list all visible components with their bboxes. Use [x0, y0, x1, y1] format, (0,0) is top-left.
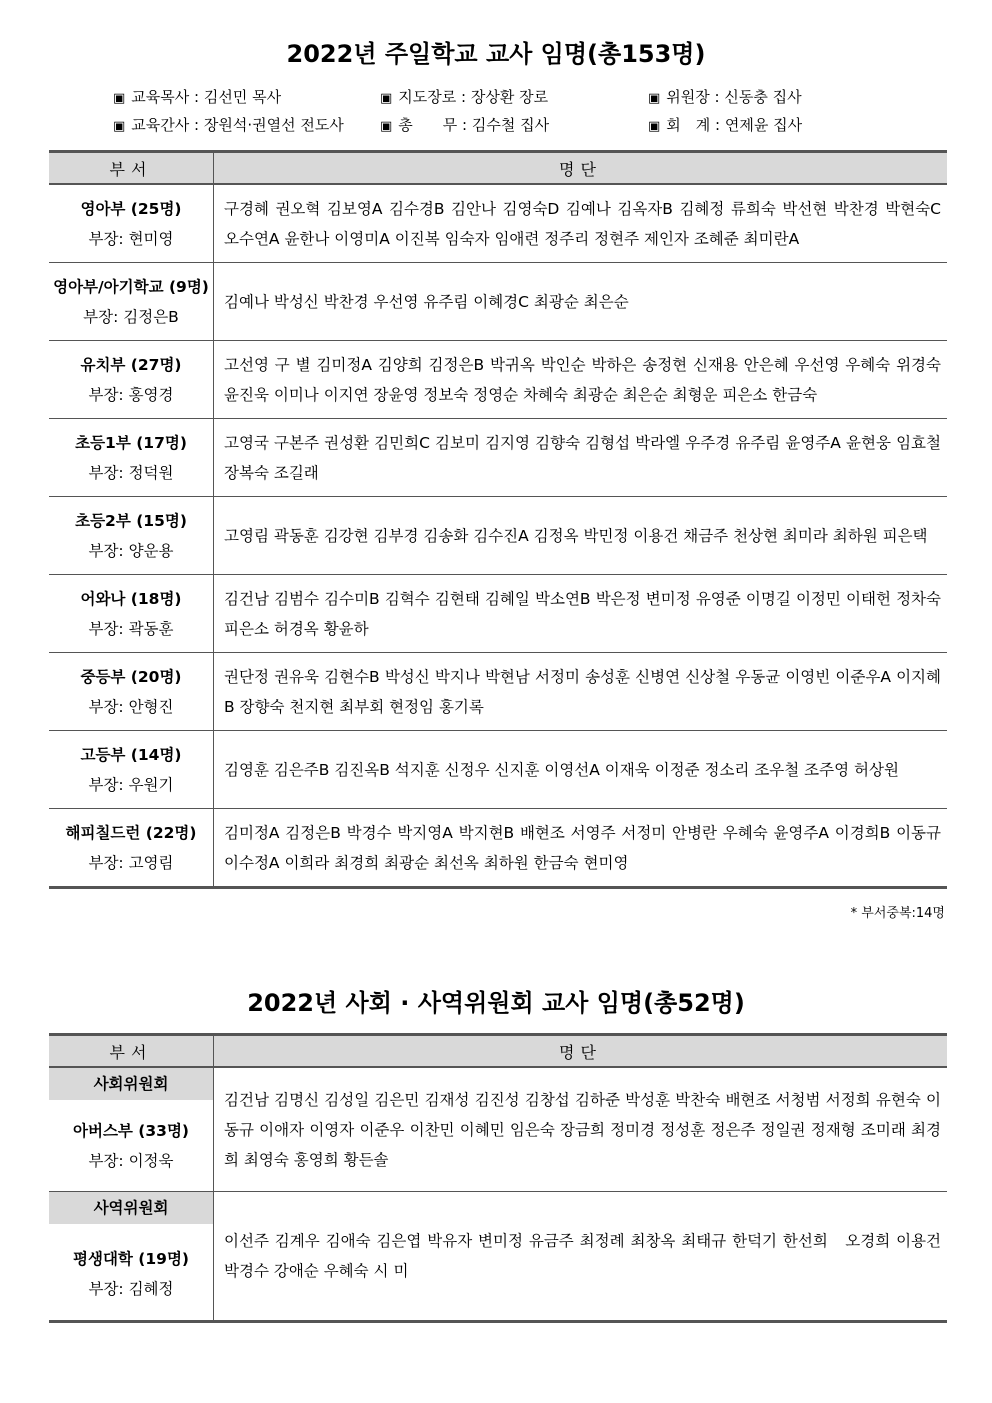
dept-head: 부장: 현미영: [88, 229, 174, 248]
square-bullet-icon: ▣: [648, 119, 661, 134]
name-list: 김건남 김명신 김성일 김은민 김재성 김진성 김창섭 김하준 박성훈 박찬숙 배현조 서청범 서정희 유현숙 이동규 이애자 이영자 이준우 이찬민 이혜민 임은숙 장금희 정미경 정성훈 정은주 정일권 정재형 조미래 최경희 최영숙 홍영희 황든솔: [214, 1067, 948, 1192]
staff-row: [113, 112, 873, 140]
page-title: 2022년 주일학교 교사 임명(총153명): [286, 40, 706, 68]
dept-name: 해피칠드런 (22명): [65, 823, 197, 842]
footnote: * 부서중복:14명: [850, 906, 945, 921]
staff-item: 회 계 : 연제윤 집사: [666, 116, 803, 134]
committee-label: 사역위원회: [49, 1192, 213, 1224]
dept-name: 영아부/아기학교 (9명): [53, 277, 209, 296]
table-row: [49, 731, 947, 809]
committee-table: [49, 1033, 947, 1323]
staff-info: [113, 84, 873, 140]
staff-item: 위원장 : 신동충 집사: [666, 88, 802, 106]
section-title: 2022년 사회 · 사역위원회 교사 임명(총52명): [247, 989, 745, 1017]
name-list: 김예나 박성신 박찬경 우선영 유주림 이혜경C 최광순 최은순: [214, 263, 948, 341]
dept-name: 영아부 (25명): [80, 199, 182, 218]
dept-name: 유치부 (27명): [80, 355, 182, 374]
dept-head: 부장: 정덕원: [88, 463, 174, 482]
dept-name: 중등부 (20명): [80, 667, 182, 686]
dept-head: 부장: 이정욱: [88, 1152, 174, 1170]
staff-item: 총 무 : 김수철 집사: [398, 116, 550, 134]
name-list: 고선영 구 별 김미정A 김양희 김정은B 박귀옥 박인순 박하은 송정현 신재용 안은혜 우선영 우혜숙 위경숙 윤진욱 이미나 이지연 장윤영 정보숙 정영순 차혜숙 최광순 최은순 최형운 피은소 한금숙: [214, 341, 948, 419]
table-row: [49, 653, 947, 731]
table-row: [49, 1067, 947, 1192]
table-row: [49, 263, 947, 341]
square-bullet-icon: ▣: [113, 91, 126, 106]
dept-head: 부장: 고영림: [88, 853, 174, 872]
dept-name: 초등2부 (15명): [75, 511, 187, 530]
dept-head: 부장: 우원기: [88, 775, 174, 794]
dept-name: 고등부 (14명): [80, 745, 182, 764]
name-list: 구경혜 권오혁 김보영A 김수경B 김안나 김영숙D 김예나 김옥자B 김혜정 류희숙 박선현 박찬경 박현숙C 오수연A 윤한나 이영미A 이진복 임숙자 임애련 정주리 정현주 제인자 조혜준 최미란A: [214, 184, 948, 263]
name-list: 김미정A 김정은B 박경수 박지영A 박지현B 배현조 서영주 서정미 안병란 우혜숙 윤영주A 이경희B 이동규 이수정A 이희라 최경희 최광순 최선옥 최하원 한금숙 현미영: [214, 809, 948, 888]
header-names: 명단: [214, 1035, 948, 1068]
name-list: 이선주 김계우 김애숙 김은엽 박유자 변미정 유금주 최정례 최창옥 최태규 한덕기 한선희 오경희 이용건 박경수 강애순 우혜숙 시 미: [214, 1192, 948, 1322]
square-bullet-icon: ▣: [380, 119, 393, 134]
staff-row: [113, 84, 873, 112]
table-row: [49, 575, 947, 653]
name-list: 김건남 김범수 김수미B 김혁수 김현태 김혜일 박소연B 박은정 변미정 유영준 이명길 이정민 이태헌 정차숙 피은소 허경옥 황윤하: [214, 575, 948, 653]
dept-head: 부장: 안형진: [88, 697, 174, 716]
table-row: [49, 809, 947, 888]
name-list: 고영국 구본주 권성환 김민희C 김보미 김지영 김향숙 김형섭 박라엘 우주경 유주림 윤영주A 윤현웅 임효철 장복숙 조길래: [214, 419, 948, 497]
table-row: [49, 419, 947, 497]
dept-head: 부장: 곽동훈: [88, 619, 174, 638]
header-names: 명단: [214, 152, 948, 185]
name-list: 김영훈 김은주B 김진옥B 석지훈 신정우 신지훈 이영선A 이재욱 이정준 정소리 조우철 조주영 허상원: [214, 731, 948, 809]
dept-head: 부장: 홍영경: [88, 385, 174, 404]
square-bullet-icon: ▣: [113, 119, 126, 134]
dept-head: 부장: 김혜정: [88, 1280, 174, 1298]
table-row: [49, 184, 947, 263]
staff-item: 교육간사 : 장원석·권열선 전도사: [131, 116, 344, 134]
table-row: [49, 1192, 947, 1322]
staff-item: 교육목사 : 김선민 목사: [131, 88, 282, 106]
name-list: 권단정 권유욱 김현수B 박성신 박지나 박현남 서정미 송성훈 신병연 신상철 우동균 이영빈 이준우A 이지혜B 장향숙 천지현 최부회 현정임 홍기록: [214, 653, 948, 731]
dept-name: 어와나 (18명): [80, 589, 182, 608]
dept-head: 부장: 김정은B: [83, 307, 179, 326]
name-list: 고영림 곽동훈 김강현 김부경 김송화 김수진A 김정옥 박민정 이용건 채금주 천상현 최미라 최하원 피은택: [214, 497, 948, 575]
table-row: [49, 497, 947, 575]
table-row: [49, 341, 947, 419]
staff-item: 지도장로 : 장상환 장로: [398, 88, 549, 106]
dept-name: 초등1부 (17명): [75, 433, 187, 452]
square-bullet-icon: ▣: [380, 91, 393, 106]
dept-head: 부장: 양운용: [88, 541, 174, 560]
sunday-school-table: [49, 150, 947, 889]
dept-name: 아버스부 (33명): [73, 1122, 189, 1140]
dept-name: 평생대학 (19명): [73, 1250, 189, 1268]
header-dept: 부서: [49, 1035, 214, 1068]
square-bullet-icon: ▣: [648, 91, 661, 106]
header-dept: 부서: [49, 152, 214, 185]
committee-label: 사회위원회: [49, 1068, 213, 1100]
